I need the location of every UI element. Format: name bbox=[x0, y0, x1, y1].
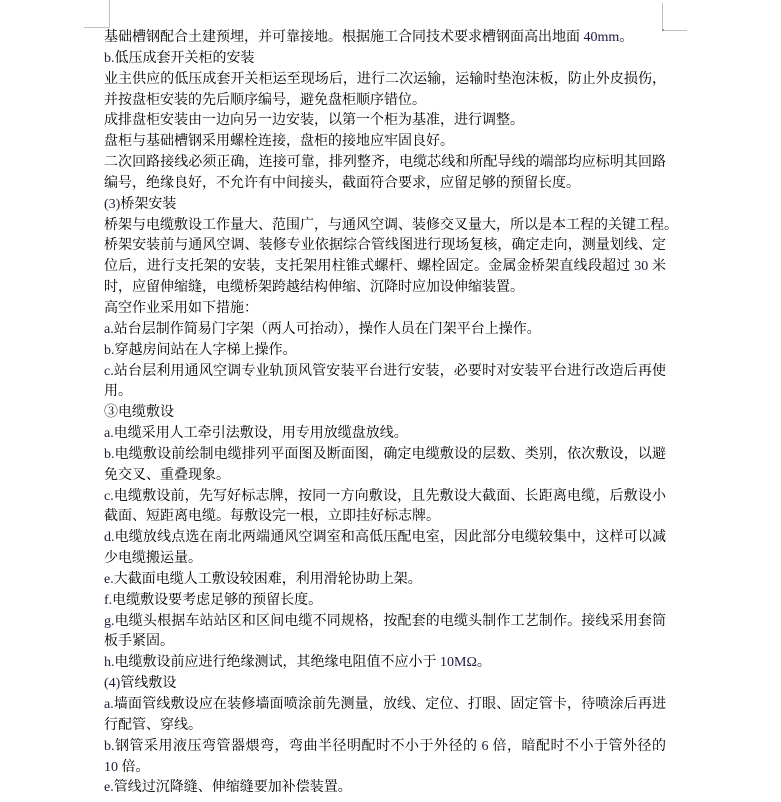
cjk-text-run: 桥架与电缆敷设工作量大、范围广，与通风空调、装修交叉量大，所以是本工程的关键工程。 bbox=[104, 217, 678, 233]
text-line bbox=[104, 487, 666, 508]
text-line bbox=[104, 445, 666, 466]
latin-text-run: b. bbox=[104, 50, 115, 66]
cjk-text-run: 高空作业采用如下措施： bbox=[104, 300, 258, 316]
document-text-area[interactable] bbox=[104, 28, 678, 799]
text-line bbox=[104, 70, 666, 91]
text-line bbox=[104, 632, 666, 653]
text-line bbox=[104, 91, 666, 112]
cjk-text-run: 管线过沉降缝、伸缩缝要加补偿装置。 bbox=[113, 780, 352, 796]
text-line bbox=[104, 28, 666, 49]
cjk-text-run: 成排盘柜安装由一边向另一边安装，以第一个柜为基准，进行调整。 bbox=[104, 113, 524, 129]
cjk-text-run: 。 bbox=[476, 655, 491, 671]
text-line bbox=[104, 591, 666, 612]
cjk-text-run: 电缆敷设前绘制电缆排列平面图及断面图，确定电缆敷设的层数、类别，依次敷设，以避 bbox=[114, 446, 666, 462]
latin-text-run: 6 bbox=[477, 738, 493, 754]
cjk-text-run: 。 bbox=[619, 30, 634, 45]
text-line bbox=[104, 236, 666, 257]
cjk-text-run: 免交叉、重叠现象。 bbox=[104, 467, 230, 483]
cjk-text-run: 板手紧固。 bbox=[104, 634, 174, 650]
text-line bbox=[104, 195, 666, 216]
text-line bbox=[104, 653, 666, 674]
cjk-text-run: 盘柜与基础槽钢采用螺栓连接，盘柜的接地应牢固良好。 bbox=[104, 134, 454, 150]
cjk-text-run: 大截面电缆人工敷设较困难，利用滑轮协助上架。 bbox=[113, 571, 422, 587]
margin-corner-mark-top-left bbox=[84, 0, 110, 28]
cjk-text-run: 米 bbox=[652, 259, 667, 275]
text-line bbox=[104, 778, 666, 799]
text-line bbox=[104, 49, 666, 70]
latin-text-run: b. bbox=[104, 738, 115, 754]
cjk-text-run: 基础槽钢配合土建预埋，并可靠接地。根据施工合同技术要求槽钢面高出地面 bbox=[104, 30, 580, 45]
text-line bbox=[104, 132, 666, 153]
latin-text-run: a. bbox=[104, 321, 114, 337]
text-line bbox=[104, 466, 666, 487]
cjk-text-run: 行配管、穿线。 bbox=[104, 717, 202, 733]
cjk-text-run: 钢管采用液压弯管器煨弯，弯曲半径明配时不小于外径的 bbox=[114, 738, 478, 754]
latin-text-run: 10MΩ bbox=[436, 655, 477, 671]
text-line bbox=[104, 341, 666, 362]
text-line bbox=[104, 507, 666, 528]
margin-corner-mark-top-right bbox=[662, 3, 687, 31]
cjk-text-run: 并按盘柜安装的先后顺序编号，避免盘柜顺序错位。 bbox=[104, 92, 426, 108]
text-line bbox=[104, 716, 666, 737]
text-line bbox=[104, 528, 666, 549]
cjk-text-run: 桥架安装 bbox=[120, 196, 177, 212]
text-line bbox=[104, 174, 666, 195]
cjk-text-run: 低压成套开关柜的安装 bbox=[114, 50, 255, 66]
text-line bbox=[104, 424, 666, 445]
latin-text-run: e. bbox=[104, 780, 114, 796]
cjk-text-run: 用。 bbox=[104, 384, 132, 400]
cjk-text-run: 管线敷设 bbox=[120, 676, 177, 692]
text-line bbox=[104, 216, 678, 237]
latin-text-run: 30 bbox=[630, 259, 653, 275]
latin-text-run: 40mm bbox=[580, 30, 620, 45]
cjk-text-run: 站台层制作简易门字架（两人可抬动），操作人员在门架平台上操作。 bbox=[113, 321, 541, 337]
latin-text-run: b. bbox=[104, 342, 115, 358]
cjk-text-run: ③电缆敷设 bbox=[104, 405, 174, 421]
latin-text-run: g. bbox=[104, 613, 115, 629]
text-line bbox=[104, 570, 666, 591]
cjk-text-run: 站台层利用通风空调专业轨顶风管安装平台进行安装，必要时对安装平台进行改造后再使 bbox=[113, 363, 666, 379]
cjk-text-run: 倍，暗配时不小于管外径的 bbox=[492, 738, 666, 754]
latin-text-run: d. bbox=[104, 530, 115, 546]
cjk-text-run: 桥架安装前与通风空调、装修专业依据综合管线图进行现场复核，确定走向，测量划线、定 bbox=[104, 238, 666, 254]
cjk-text-run: 编号，绝缘良好，不允许有中间接头，截面符合要求，应留足够的预留长度。 bbox=[104, 175, 580, 191]
text-line bbox=[104, 320, 666, 341]
latin-text-run: c. bbox=[104, 488, 114, 504]
text-line bbox=[104, 153, 666, 174]
text-line bbox=[104, 612, 666, 633]
text-line bbox=[104, 674, 666, 695]
latin-text-run: (3) bbox=[104, 196, 121, 212]
cjk-text-run: 电缆放线点选在南北两端通风空调室和高低压配电室，因此部分电缆较集中，这样可以减 bbox=[114, 530, 666, 546]
text-line bbox=[104, 737, 666, 758]
text-line bbox=[104, 362, 666, 383]
text-line bbox=[104, 111, 666, 132]
latin-text-run: h. bbox=[104, 655, 115, 671]
cjk-text-run: 截面、短距离电缆。每敷设完一根，立即挂好标志牌。 bbox=[104, 509, 440, 525]
text-line bbox=[104, 257, 666, 278]
text-line bbox=[104, 695, 666, 716]
cjk-text-run: 倍。 bbox=[121, 759, 150, 775]
latin-text-run: (4) bbox=[104, 676, 121, 692]
text-line bbox=[104, 299, 666, 320]
cjk-text-run: 少电缆搬运量。 bbox=[104, 551, 202, 567]
cjk-text-run: 电缆敷设要考虑足够的预留长度。 bbox=[112, 592, 323, 608]
text-line bbox=[104, 758, 666, 779]
cjk-text-run: 电缆敷设前，先写好标志牌，按同一方向敷设，且先敷设大截面、长距离电缆，后敷设小 bbox=[113, 488, 666, 504]
text-line bbox=[104, 403, 666, 424]
text-line bbox=[104, 278, 666, 299]
cjk-text-run: 墙面管线敷设应在装修墙面喷涂前先测量，放线、定位、打眼、固定管卡，待喷涂后再进 bbox=[113, 697, 666, 712]
text-line bbox=[104, 549, 666, 570]
latin-text-run: c. bbox=[104, 363, 114, 379]
latin-text-run: f. bbox=[104, 592, 113, 608]
latin-text-run: a. bbox=[104, 697, 114, 712]
latin-text-run: 10 bbox=[104, 759, 122, 775]
cjk-text-run: 业主供应的低压成套开关柜运至现场后，进行二次运输，运输时垫泡沫板，防止外皮损伤， bbox=[104, 71, 666, 87]
latin-text-run: e. bbox=[104, 571, 114, 587]
cjk-text-run: 穿越房间站在人字梯上操作。 bbox=[114, 342, 297, 358]
latin-text-run: a. bbox=[104, 426, 114, 442]
text-line bbox=[104, 382, 666, 403]
cjk-text-run: 电缆头根据车站站区和区间电缆不同规格，按配套的电缆头制作工艺制作。接线采用套筒 bbox=[114, 613, 666, 629]
cjk-text-run: 时，应留伸缩缝，电缆桥架跨越结构伸缩、沉降时应加设伸缩装置。 bbox=[104, 280, 524, 296]
cjk-text-run: 位后，进行支托架的安装，支托架用柱锥式螺杆、螺栓固定。金属金桥架直线段超过 bbox=[104, 259, 631, 275]
latin-text-run: b. bbox=[104, 446, 115, 462]
cjk-text-run: 电缆采用人工牵引法敷设，用专用放缆盘放线。 bbox=[113, 426, 408, 442]
cjk-text-run: 二次回路接线必须正确，连接可靠，排列整齐，电缆芯线和所配导线的端部均应标明其回路 bbox=[104, 155, 666, 171]
cjk-text-run: 电缆敷设前应进行绝缘测试，其绝缘电阻值不应小于 bbox=[114, 655, 437, 671]
